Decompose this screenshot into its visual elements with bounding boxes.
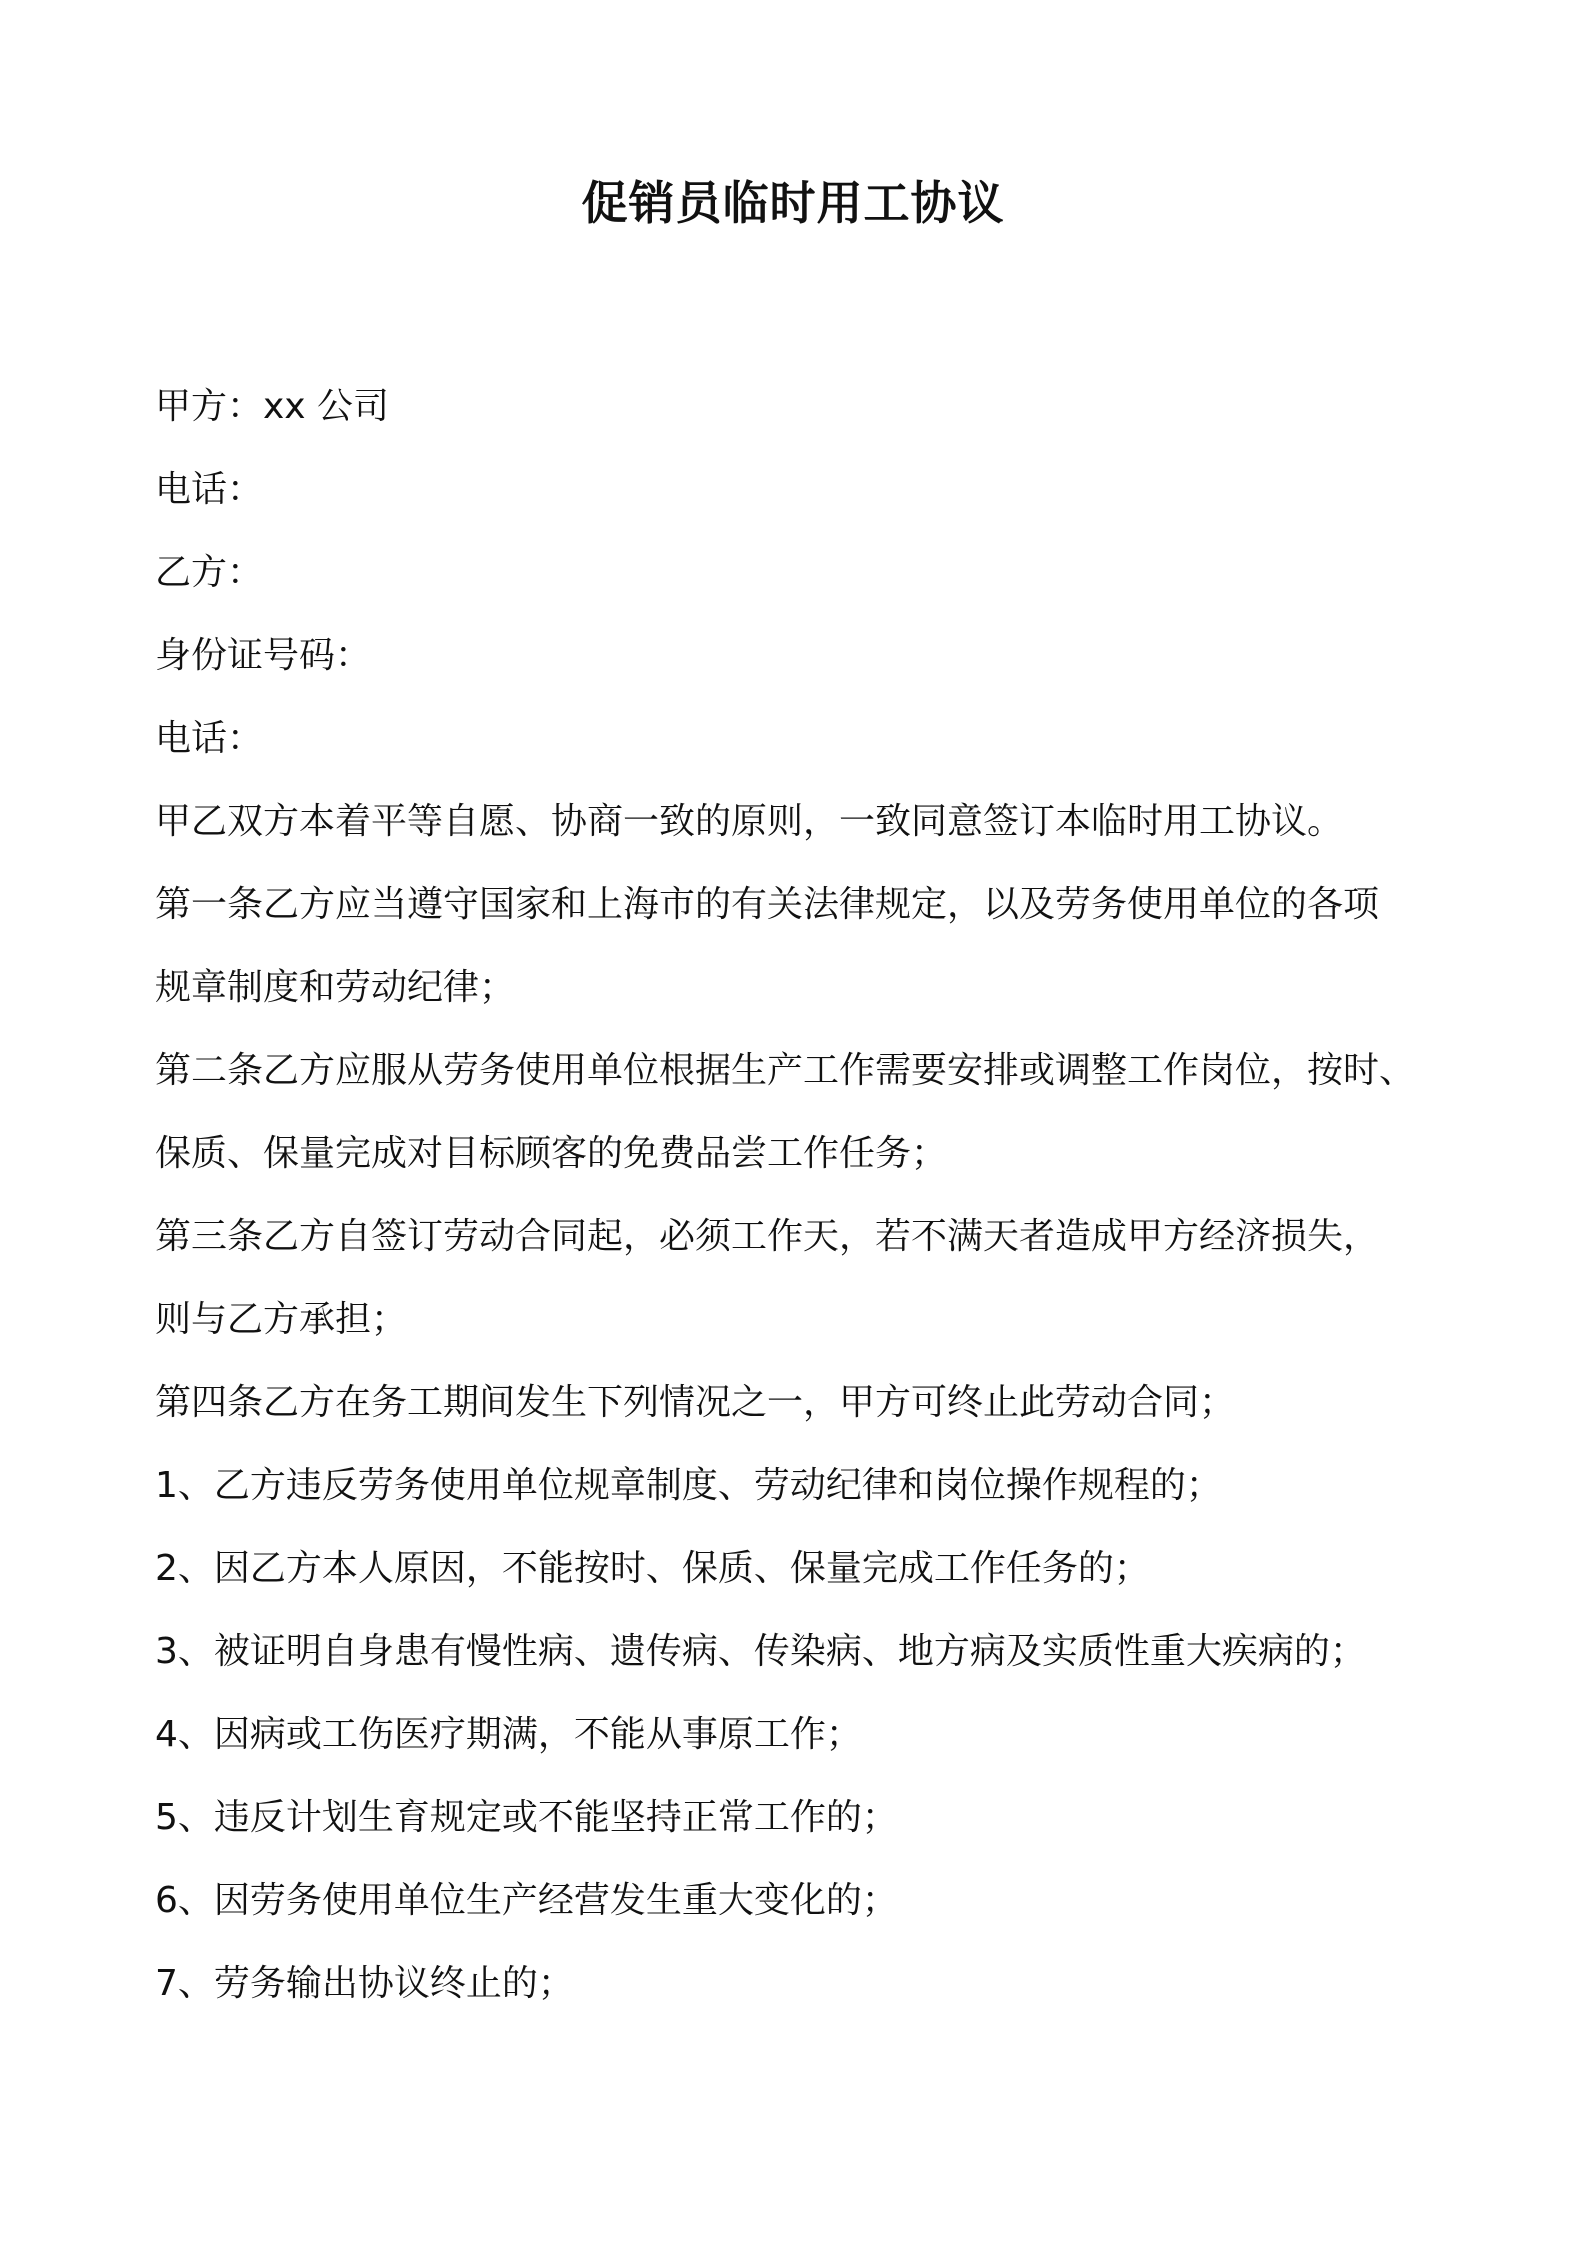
article-1-line-2: 规章制度和劳动纪律；	[155, 967, 516, 1008]
agreement-intro: 甲乙双方本着平等自愿、协商一致的原则，一致同意签订本临时用工协议。	[155, 801, 1344, 842]
list-item: 1、乙方违反劳务使用单位规章制度、劳动纪律和岗位操作规程的；	[155, 1465, 1222, 1506]
article-2-line-1: 第二条乙方应服从劳务使用单位根据生产工作需要安排或调整工作岗位，按时、	[155, 1050, 1416, 1091]
article-1-line-1: 第一条乙方应当遵守国家和上海市的有关法律规定，以及劳务使用单位的各项	[155, 884, 1380, 925]
party-b-phone-line: 电话：	[155, 718, 264, 759]
list-item: 2、因乙方本人原因，不能按时、保质、保量完成工作任务的；	[155, 1548, 1150, 1589]
document-title: 促销员临时用工协议	[581, 176, 1005, 230]
list-item: 7、劳务输出协议终止的；	[155, 1963, 574, 2004]
list-item: 4、因病或工伤医疗期满，不能从事原工作；	[155, 1714, 862, 1755]
list-item: 5、违反计划生育规定或不能坚持正常工作的；	[155, 1797, 898, 1838]
party-a-line: 甲方：xx 公司	[155, 386, 390, 427]
document-body	[155, 365, 1455, 2025]
list-item: 6、因劳务使用单位生产经营发生重大变化的；	[155, 1880, 898, 1921]
party-b-line: 乙方：	[155, 552, 264, 593]
article-3-line-2: 则与乙方承担；	[155, 1299, 408, 1340]
id-number-line: 身份证号码：	[155, 635, 372, 676]
article-3-line-1: 第三条乙方自签订劳动合同起，必须工作天，若不满天者造成甲方经济损失，	[155, 1216, 1380, 1257]
list-item: 3、被证明自身患有慢性病、遗传病、传染病、地方病及实质性重大疾病的；	[155, 1631, 1366, 1672]
article-2-line-2: 保质、保量完成对目标顾客的免费品尝工作任务；	[155, 1133, 948, 1174]
party-a-phone-line: 电话：	[155, 469, 264, 510]
article-4-line: 第四条乙方在务工期间发生下列情况之一，甲方可终止此劳动合同；	[155, 1382, 1236, 1423]
